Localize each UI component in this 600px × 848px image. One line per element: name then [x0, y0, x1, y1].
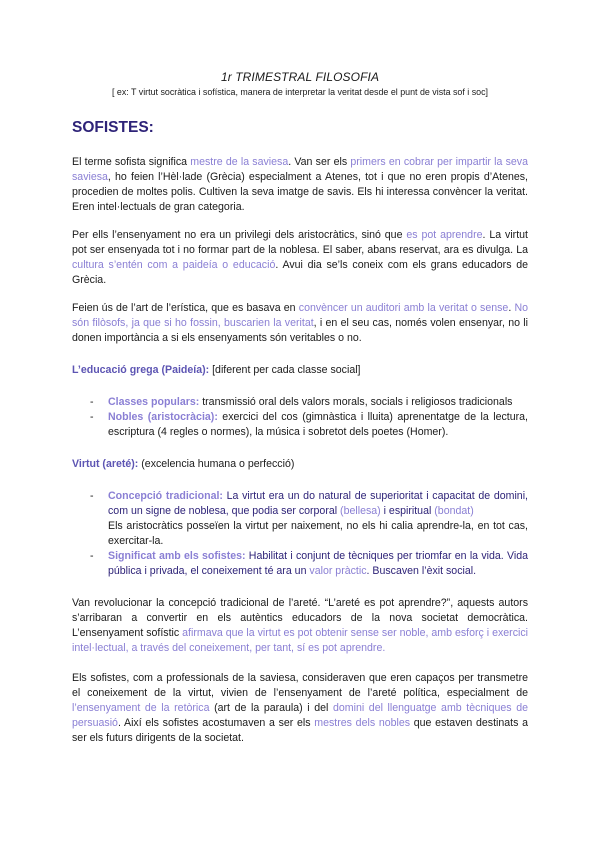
text: . Així els sofistes acostumaven a ser els [117, 717, 315, 729]
text: . La virtut pot ser ensenyada tot i no formar part de la noblesa. El saber, abans reservat, ara es divulga. La [72, 229, 528, 256]
item-label: Classes populars: [108, 396, 200, 408]
text: (art de la paraula) i del [209, 702, 333, 714]
highlight: (bellesa) [340, 505, 381, 517]
document-subtitle: [ ex: T virtut socràtica i sofística, manera de interpretar la veritat desde el punt de vista sof i soc] [111, 87, 489, 97]
highlight: mestre de la saviesa [190, 156, 289, 168]
section-title: SOFISTES: [72, 119, 154, 136]
dash-bullet: - [90, 411, 94, 423]
text: exercici del cos (gimnàstica i lluita) aprenentatge de la lectura, escriptura (4 regles o normes), la música i sobretot dels poetes (Homer). [108, 411, 528, 438]
highlight: (bondat) [434, 505, 474, 517]
paragraph-professionals [72, 671, 528, 746]
highlight: valor pràctic [309, 565, 367, 577]
paragraph-eristics [72, 301, 528, 346]
subheading: L’educació grega (Paideía): [72, 364, 210, 376]
highlight: No són filòsofs, ja que si ho fossin, buscarien la veritat [72, 302, 529, 329]
highlight: domini del llenguatge amb tècniques de persuasió [72, 702, 528, 729]
dash-bullet: - [90, 490, 94, 502]
dash-bullet: - [90, 396, 94, 408]
item-label: Nobles (aristocràcia): [108, 411, 218, 423]
text: El terme sofista significa [72, 156, 191, 168]
highlight: afirmava que la virtut es pot obtenir sense ser noble, amb esforç i exercici intel·lectual, a través del coneixement, per tant, sí es pot aprendre. [72, 627, 528, 654]
paragraph-revolution [72, 596, 528, 656]
text: Habilitat i conjunt de tècniques per triomfar en la vida. Vida pública i privada, el coneixement té ara un [108, 550, 528, 577]
item-label: Concepció tradicional: [108, 490, 223, 502]
text: . Buscaven l’èxit social. [366, 565, 477, 577]
text: transmissió oral dels valors morals, socials i religiosos tradicionals [199, 396, 513, 408]
text: Feien ús de l’art de l’erística, que es basava en [72, 302, 299, 314]
text: (excelencia humana o perfecció) [138, 458, 295, 470]
highlight: cultura s’entén com a paideía o educació [72, 259, 276, 271]
text: i espiritual [380, 505, 435, 517]
paragraph-teaching [72, 228, 528, 288]
highlight: l’ensenyament de la retòrica [72, 702, 210, 714]
list-item [72, 410, 528, 440]
text: . [508, 302, 515, 314]
highlight: es pot aprendre [406, 229, 483, 241]
list-item [72, 489, 528, 549]
paideia-heading [72, 363, 528, 378]
list-item [72, 549, 528, 579]
text: Van revolucionar la concepció tradicional de l’areté. “L’areté es pot aprendre?”, aquests autors s’arribaran a convertir en els autèntics educadors de la nova societat democràtica. L’ensenyament sofístic [72, 597, 528, 639]
text: . Van ser els [288, 156, 351, 168]
text: [diferent per cada classe social] [209, 364, 361, 376]
document-title: 1r TRIMESTRAL FILOSOFIA [220, 70, 380, 84]
arete-list [72, 489, 528, 579]
text: , ho feien l’Hèl·lade (Grècia) especialment a Atenes, tot i que no eren propis d’Atenes, procedien de moltes polis. Cultiven la seva imatge de savis. Els hi interessa convèncer la veritat. Eren intel·lectuals de gran categoria. [72, 171, 528, 213]
text: . Avui dia se’ls coneix com els grans educadors de Grècia. [72, 259, 529, 286]
paideia-list [72, 395, 528, 440]
text: Els sofistes, com a professionals de la saviesa, consideraven que eren capaços per transmetre el coneixement de la virtut, vivien de l’ensenyament de l’areté política, especialment de [72, 672, 528, 699]
paragraph-definition [72, 155, 528, 215]
arete-heading [72, 457, 528, 472]
list-item [72, 395, 528, 410]
text: , i en el seu cas, només volen ensenyar, no li donen importància a si els ensenyaments són veritables o no. [72, 317, 528, 344]
text: La virtut era un do natural de superioritat i capacitat de domini, com un signe de noblesa, que podia ser corporal [108, 490, 528, 517]
subheading: Virtut (areté): [72, 458, 139, 470]
highlight: primers en cobrar per impartir la seva saviesa [72, 156, 528, 183]
text: que estaven destinats a ser els futurs dirigents de la societat. [72, 717, 528, 744]
item-label: Significat amb els sofistes: [108, 550, 246, 562]
text: Els aristocràtics posseïen la virtut per naixement, no els hi calia aprendre-la, en tot cas, exercitar-la. [108, 520, 528, 547]
dash-bullet: - [90, 550, 94, 562]
highlight: convèncer un auditori amb la veritat o sense [298, 302, 509, 314]
text: Per ells l’ensenyament no era un privilegi dels aristocràtics, sinó que [72, 229, 407, 241]
highlight: mestres dels nobles [314, 717, 411, 729]
